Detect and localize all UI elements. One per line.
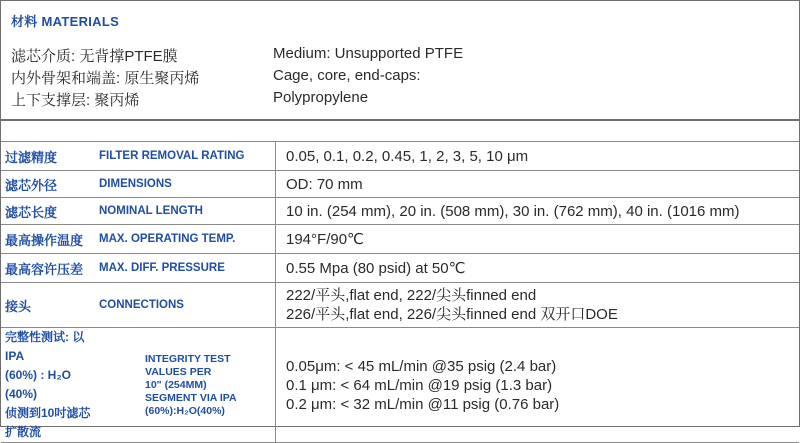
materials-support-en: Polypropylene — [273, 89, 369, 106]
integrity-cn-line-2: (60%) : H₂O (40%) — [5, 368, 72, 401]
connections-label-cn: 接头 — [1, 283, 95, 328]
integrity-en-line-5: (60%):H₂O(40%) — [145, 404, 225, 417]
integrity-value-line-3: 0.2 μm: < 32 mL/min @11 psig (0.76 bar) — [286, 395, 560, 413]
integrity-en-line-3: 10" (254MM) — [145, 378, 207, 391]
table-row — [1, 171, 799, 198]
spec-table — [1, 141, 799, 443]
max-temp-label-cn: 最高操作温度 — [1, 225, 95, 254]
dimensions-value: OD: 70 mm — [276, 171, 800, 198]
table-row — [1, 283, 799, 328]
integrity-label-en — [95, 328, 276, 443]
materials-cage-en: Cage, core, end-caps: — [273, 67, 421, 84]
table-row — [1, 225, 799, 254]
integrity-cn-line-3: 侦测到10吋滤芯扩散流 — [5, 406, 91, 439]
materials-section — [1, 1, 799, 121]
integrity-cn-line-1: 完整性测试: 以IPA — [5, 330, 85, 363]
filter-rating-value: 0.05, 0.1, 0.2, 0.45, 1, 2, 3, 5, 10 μm — [276, 142, 800, 171]
max-pressure-label-en: MAX. DIFF. PRESSURE — [95, 254, 276, 283]
nominal-length-label-cn: 滤芯长度 — [1, 198, 95, 225]
table-row — [1, 198, 799, 225]
table-row — [1, 254, 799, 283]
materials-title: 材料 MATERIALS — [11, 14, 120, 29]
integrity-value-line-1: 0.05μm: < 45 mL/min @35 psig (2.4 bar) — [286, 357, 557, 375]
connections-line-2: 226/平头,flat end, 226/尖头finned end 双开口DOE — [286, 306, 618, 323]
table-row — [1, 142, 799, 171]
max-temp-value: 194°F/90℃ — [276, 225, 800, 254]
connections-label-en: CONNECTIONS — [95, 283, 276, 328]
dimensions-label-cn: 滤芯外径 — [1, 171, 95, 198]
nominal-length-label-en: NOMINAL LENGTH — [95, 198, 276, 225]
materials-medium-cn: 滤芯介质: 无背撑PTFE膜 — [11, 48, 178, 65]
max-pressure-value: 0.55 Mpa (80 psid) at 50℃ — [276, 254, 800, 283]
max-pressure-label-cn: 最高容许压差 — [1, 254, 95, 283]
materials-medium-en: Medium: Unsupported PTFE — [273, 45, 464, 62]
filter-rating-label-cn: 过滤精度 — [1, 142, 95, 171]
integrity-label-cn — [1, 328, 95, 443]
table-row — [1, 328, 799, 443]
nominal-length-value: 10 in. (254 mm), 20 in. (508 mm), 30 in. (762 mm), 40 in. (1016 mm) — [276, 198, 800, 225]
max-temp-label-en: MAX. OPERATING TEMP. — [95, 225, 276, 254]
materials-support-cn: 上下支撑层: 聚丙烯 — [11, 92, 140, 109]
filter-rating-label-en: FILTER REMOVAL RATING — [95, 142, 276, 171]
integrity-value — [276, 328, 800, 443]
integrity-value-line-2: 0.1 μm: < 64 mL/min @19 psig (1.3 bar) — [286, 376, 553, 394]
integrity-en-line-4: SEGMENT VIA IPA — [145, 391, 237, 404]
connections-value — [276, 283, 800, 328]
dimensions-label-en: DIMENSIONS — [95, 171, 276, 198]
integrity-en-line-1: INTEGRITY TEST — [145, 352, 231, 365]
integrity-en-line-2: VALUES PER — [145, 365, 212, 378]
materials-cage-cn: 内外骨架和端盖: 原生聚丙烯 — [11, 70, 200, 87]
connections-line-1: 222/平头,flat end, 222/尖头finned end — [286, 287, 537, 304]
